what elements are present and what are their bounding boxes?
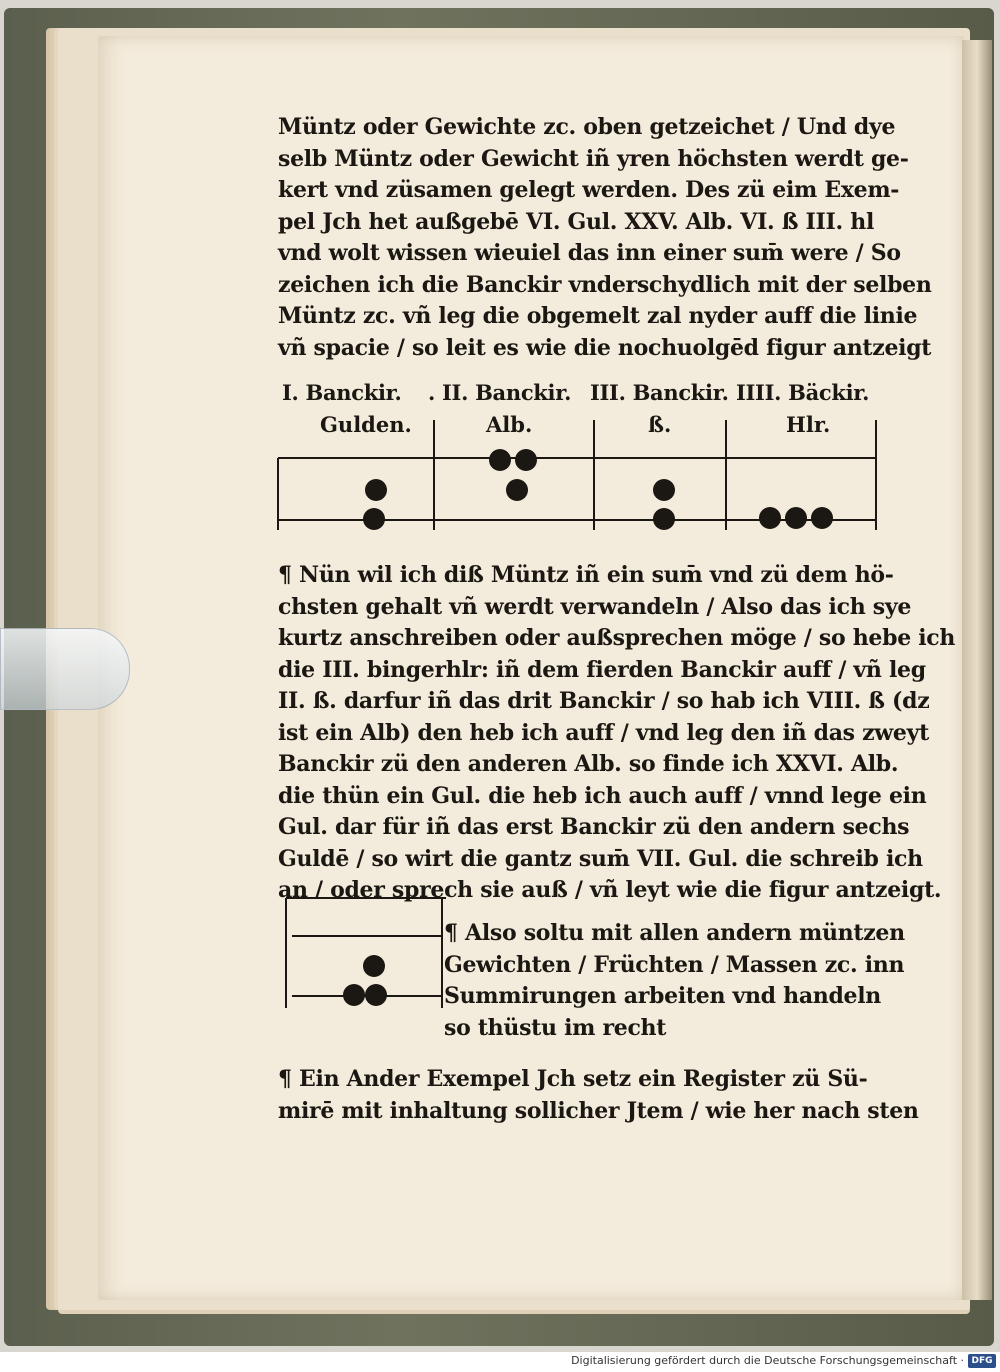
text-line: selb Müntz oder Gewicht iñ yren höchsten werdt ge- <box>278 145 909 172</box>
counter-bead <box>489 449 511 471</box>
text-line: vnd wolt wissen wieuiel das inn einer sum̄ were / So <box>278 240 901 266</box>
text-line: zeichen ich die Banckir vnderschydlich mit der selben <box>278 271 932 298</box>
counter-bead <box>506 479 528 501</box>
paragraph-1 <box>278 112 932 364</box>
counter-bead <box>343 984 365 1006</box>
text-line: kurtz anschreiben oder außsprechen möge / so hebe ich <box>278 625 956 651</box>
text-line: chsten gehalt vñ werdt verwandeln / Also das ich sye <box>278 593 912 620</box>
paragraph-3 <box>444 918 905 1044</box>
counting-board-figure-1 <box>274 380 880 540</box>
counter-bead <box>515 449 537 471</box>
column-unit: Hlr. <box>786 412 831 437</box>
text-line: ¶ Also soltu mit allen andern müntzen <box>444 920 905 946</box>
text-line: Gul. dar für iñ das erst Banckir zü den andern sechs <box>278 814 910 840</box>
footer-banner <box>0 1352 1000 1372</box>
text-line: pel Jch het außgebē VI. Gul. XXV. Alb. VI. ß III. hl <box>278 208 874 235</box>
paragraph-4 <box>278 1064 919 1127</box>
page-holder-clip <box>0 628 130 710</box>
text-line: an / oder sprech sie auß / vñ leyt wie die figur antzeigt. <box>278 877 942 903</box>
column-heading: III. Banckir. <box>590 380 729 405</box>
counter-bead <box>365 984 387 1006</box>
column-heading: IIII. Bäckir. <box>736 380 870 405</box>
counter-bead <box>785 507 807 529</box>
column-unit: ß. <box>648 412 672 437</box>
text-line: die thün ein Gul. die heb ich auch auff / vnnd lege ein <box>278 782 927 809</box>
counter-bead <box>653 508 675 530</box>
counting-board-lines <box>274 380 880 540</box>
counter-bead <box>365 479 387 501</box>
column-heading: . II. Banckir. <box>428 380 572 405</box>
counting-board-figure-2 <box>284 892 450 1012</box>
text-line: die III. bingerhlr: iñ dem fierden Banckir auff / vñ leg <box>278 656 926 683</box>
text-line: Müntz oder Gewichte zc. oben getzeichet / Und dye <box>278 114 896 140</box>
counter-bead <box>363 955 385 977</box>
text-line: Müntz zc. vñ leg die obgemelt zal nyder auff die linie <box>278 303 918 329</box>
text-line: ¶ Nün wil ich diß Müntz iñ ein sum̄ vnd zü dem hö- <box>278 562 894 588</box>
text-line: II. ß. darfur iñ das drit Banckir / so hab ich VIII. ß (dz <box>278 688 930 714</box>
counter-bead <box>759 507 781 529</box>
facing-page-edge <box>962 40 992 1300</box>
text-line: Guldē / so wirt die gantz sum̄ VII. Gul. die schreib ich <box>278 845 923 872</box>
column-unit: Gulden. <box>320 412 412 437</box>
text-line: Summirungen arbeiten vnd handeln <box>444 983 882 1009</box>
counter-bead <box>653 479 675 501</box>
text-line: kert vnd züsamen gelegt werden. Des zü eim Exem- <box>278 177 900 203</box>
counter-bead <box>363 508 385 530</box>
text-line: so thüstu im recht <box>444 1014 667 1041</box>
text-line: vñ spacie / so leit es wie die nochuolgēd figur antzeigt <box>278 334 932 361</box>
counter-bead <box>811 507 833 529</box>
paragraph-2 <box>278 560 956 907</box>
text-line: mirē mit inhaltung sollicher Jtem / wie her nach sten <box>278 1097 919 1124</box>
dfg-logo-icon: DFG <box>968 1354 996 1368</box>
column-heading: I. Banckir. <box>282 380 402 405</box>
text-line: ¶ Ein Ander Exempel Jch setz ein Register zü Sü- <box>278 1066 868 1092</box>
funding-notice: Digitalisierung gefördert durch die Deutsche Forschungsgemeinschaft · <box>571 1354 964 1367</box>
text-line: Banckir zü den anderen Alb. so finde ich XXVI. Alb. <box>278 751 899 777</box>
text-line: ist ein Alb) den heb ich auff / vnd leg den iñ das zweyt <box>278 719 929 746</box>
text-line: Gewichten / Früchten / Massen zc. inn <box>444 951 905 978</box>
column-unit: Alb. <box>486 412 533 437</box>
